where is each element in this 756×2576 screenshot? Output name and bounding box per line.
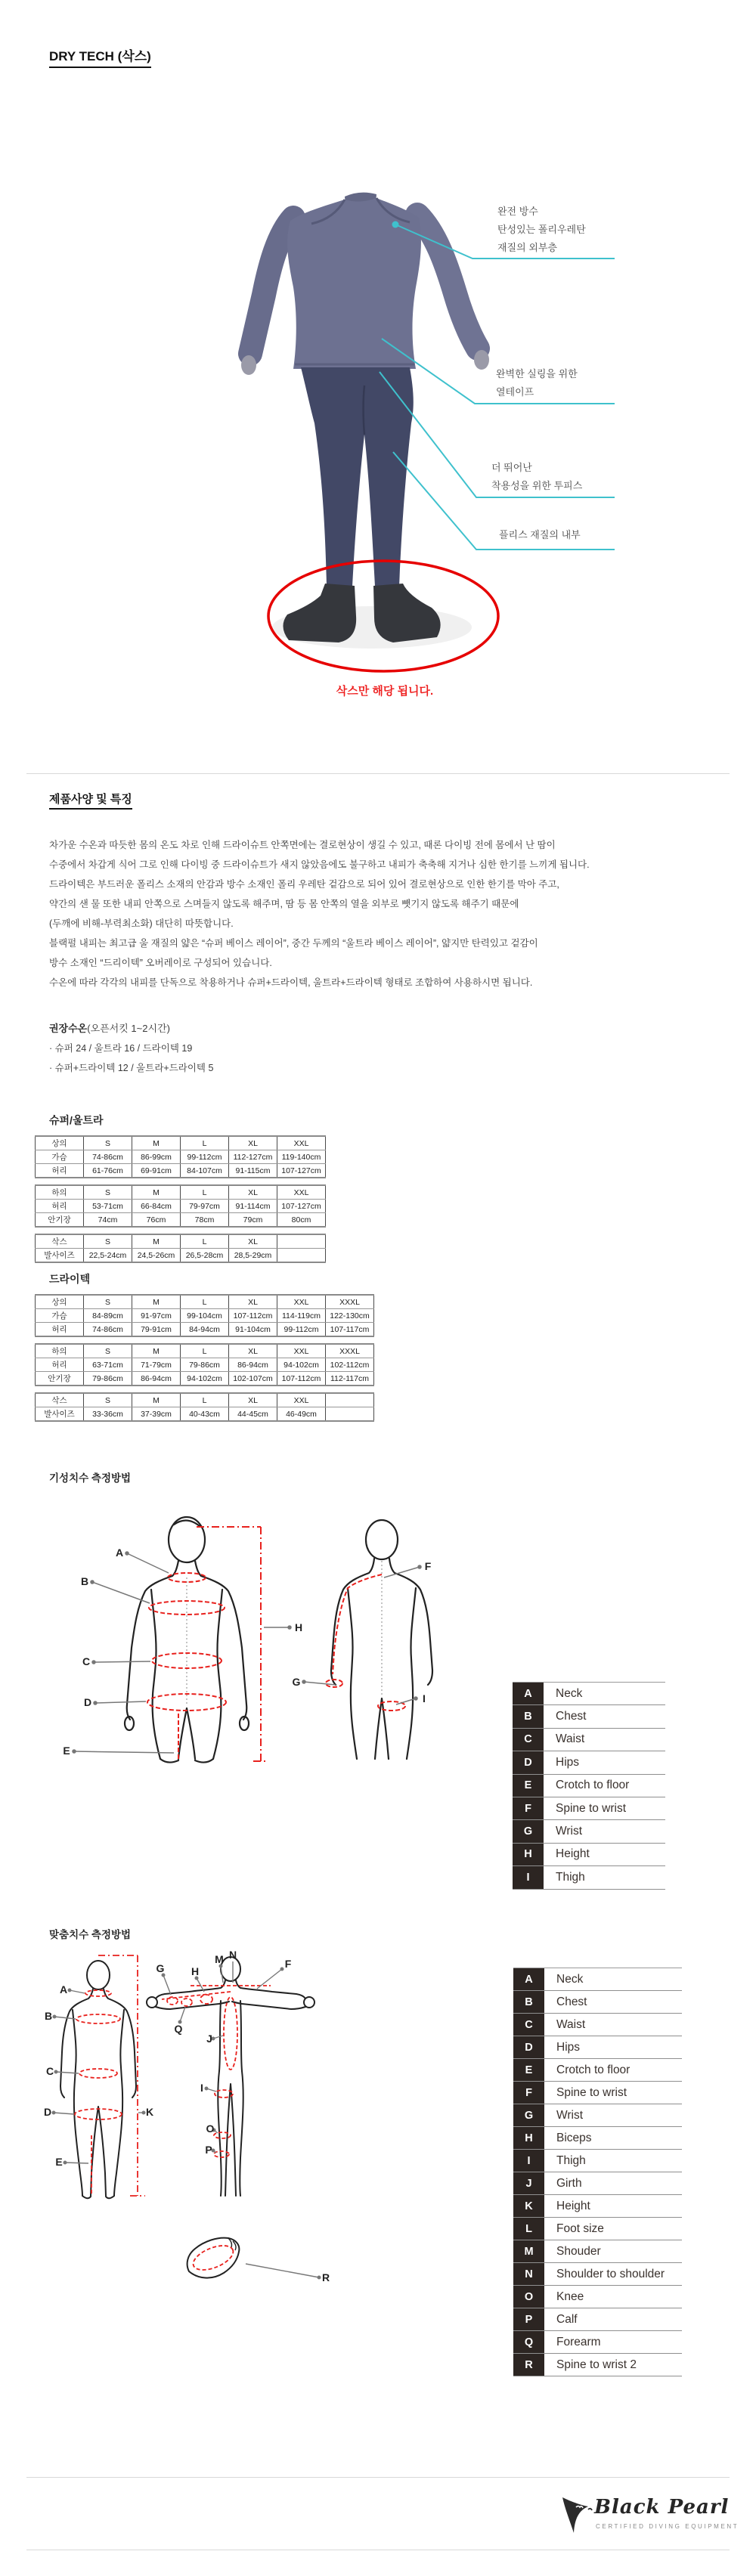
measure-key: D (513, 2036, 544, 2058)
size-cell (326, 1407, 374, 1422)
size-cell: 94-102cm (181, 1372, 229, 1386)
callout-text-two-piece (491, 459, 582, 495)
measure-key: A (513, 1968, 544, 1990)
diagram-letter: H (191, 1965, 200, 1977)
measure-label: Thigh (544, 1866, 665, 1888)
diagram-letter: C (82, 1655, 91, 1667)
size-col-header: 삭스 (36, 1393, 84, 1407)
measure-label: Height (544, 1844, 665, 1865)
diagram-letter: B (44, 2010, 53, 2022)
measure-table-row (513, 1991, 682, 2014)
diagram-letter: I (423, 1692, 426, 1704)
measure-table-row (513, 2150, 682, 2172)
callout-line-text: 더 뛰어난 (491, 462, 532, 473)
measure-label: Thigh (544, 2150, 682, 2172)
size-row-label: 안기장 (36, 1213, 84, 1228)
ready-measure-table (513, 1682, 665, 1890)
size-col-header: XXXL (326, 1344, 374, 1358)
measure-table-row (513, 1683, 665, 1705)
custom-front-marks (75, 1955, 145, 2196)
size-cell: 24,5-26cm (132, 1249, 181, 1263)
measure-key: K (513, 2195, 544, 2217)
measure-table-row (513, 2082, 682, 2104)
measure-table-row (513, 2014, 682, 2036)
size-cell: 99-104cm (181, 1309, 229, 1323)
size-row-label: 허리 (36, 1323, 84, 1337)
diagram-letter: N (228, 1949, 237, 1961)
measure-label: Calf (544, 2308, 682, 2330)
measure-key: G (513, 1820, 544, 1842)
callout-line-text: 완벽한 실링을 위한 (496, 368, 578, 379)
custom-measure-heading: 맞춤치수 측정방법 (49, 1929, 132, 1940)
size-row-label: 가슴 (36, 1150, 84, 1164)
size-cell: 119-140cm (277, 1150, 326, 1164)
spec-paragraph-line: 드라이텍은 부드러운 폴리스 소재의 안감과 방수 소재인 폴리 우레탄 겉감으로 되어 있어 결로현상으로 인한 한기를 막아 주고, (49, 879, 559, 890)
callout-text-fleece-inner (499, 526, 581, 544)
measure-key: I (513, 1866, 544, 1888)
size-cell: 86-94cm (132, 1372, 181, 1386)
size-cell: 63-71cm (84, 1358, 132, 1372)
size-cell: 79-86cm (84, 1372, 132, 1386)
measure-table-row (513, 1844, 665, 1866)
size-table-row (36, 1249, 326, 1263)
size-table-row (36, 1407, 374, 1422)
size-col-header: XL (229, 1393, 277, 1407)
size-table-header-row (36, 1344, 374, 1358)
size-col-header: 하의 (36, 1344, 84, 1358)
size-col-header (277, 1234, 326, 1249)
foot-sketch (187, 2238, 240, 2278)
measure-label: Wrist (544, 1820, 665, 1842)
measure-table-row (513, 2354, 682, 2376)
measure-key: C (513, 1729, 544, 1751)
size-col-header: M (132, 1234, 181, 1249)
size-cell: 84-94cm (181, 1323, 229, 1337)
size-col-header: L (181, 1136, 229, 1150)
size-cell: 107-112cm (229, 1309, 277, 1323)
size-col-header: XXL (277, 1393, 326, 1407)
size-table-block (35, 1184, 326, 1228)
spec-paragraph (49, 835, 737, 992)
size-cell: 99-112cm (277, 1323, 326, 1337)
size-row-label: 발사이즈 (36, 1407, 84, 1422)
callout-line-text: 착용성을 위한 투피스 (491, 480, 583, 491)
size-cell: 107-127cm (277, 1164, 326, 1178)
size-cell: 74-86cm (84, 1323, 132, 1337)
measure-label: Neck (544, 1683, 665, 1704)
callout-text-heat-tape (496, 365, 578, 401)
measure-table-row (513, 1866, 665, 1889)
size-cell: 33-36cm (84, 1407, 132, 1422)
measure-label: Foot size (544, 2218, 682, 2240)
size-row-label: 허리 (36, 1200, 84, 1213)
diagram-letter: G (292, 1676, 301, 1688)
size-col-header: XXL (277, 1185, 326, 1200)
diagram-letter: C (45, 2065, 54, 2077)
size-cell: 86-94cm (229, 1358, 277, 1372)
size-table-block (35, 1343, 374, 1386)
size-col-header: XXL (277, 1136, 326, 1150)
size-table-header-row (36, 1295, 374, 1309)
size-cell: 107-117cm (326, 1323, 374, 1337)
size-col-header: L (181, 1234, 229, 1249)
measure-label: Crotch to floor (544, 2059, 682, 2081)
custom-measure-diagram (30, 1946, 469, 2302)
measure-table-row (513, 2331, 682, 2354)
measure-table-row (513, 1705, 665, 1728)
height-line (197, 1527, 268, 1761)
size-table-row (36, 1372, 374, 1386)
size-row-label: 허리 (36, 1164, 84, 1178)
recommended-temp-item: · 슈퍼 24 / 울트라 16 / 드라이텍 19 (49, 1043, 193, 1054)
size-cell: 71-79cm (132, 1358, 181, 1372)
size-col-header: L (181, 1185, 229, 1200)
measure-table-row (513, 1729, 665, 1751)
size-cell: 80cm (277, 1213, 326, 1228)
diagram-letter: F (424, 1560, 432, 1572)
measure-key: Q (513, 2331, 544, 2353)
ready-measure-diagram (30, 1493, 469, 1780)
size-col-header: S (84, 1344, 132, 1358)
measure-label: Waist (544, 2014, 682, 2036)
recommended-temperature (49, 1019, 503, 1078)
measure-key: H (513, 2127, 544, 2149)
measure-label: Forearm (544, 2331, 682, 2353)
size-cell: 114-119cm (277, 1309, 326, 1323)
size-col-header: XXL (277, 1295, 326, 1309)
measure-key: D (513, 1751, 544, 1773)
ready-diagram-letters (63, 1547, 431, 1757)
measure-key: H (513, 1844, 544, 1865)
diagram-letter: G (156, 1962, 165, 1974)
measure-label: Height (544, 2195, 682, 2217)
size-table-super-ultra (35, 1135, 326, 1269)
measure-key: F (513, 1797, 544, 1819)
measure-key: R (513, 2354, 544, 2376)
measure-key: E (513, 2059, 544, 2081)
measure-label: Spine to wrist (544, 2082, 682, 2104)
spec-paragraph-line: 차가운 수온과 따듯한 몸의 온도 차로 인해 드라이슈트 안쪽면에는 결로현상이 생길 수 있고, 때론 다이빙 전에 몸에서 난 땀이 (49, 840, 556, 850)
callout-line-text: 열테이프 (496, 386, 534, 398)
measure-table-row (513, 2172, 682, 2195)
diagram-letter: J (206, 2033, 212, 2045)
measure-key: J (513, 2172, 544, 2194)
recommended-temp-title-bold: 권장수온 (49, 1023, 88, 1034)
measure-label: Waist (544, 1729, 665, 1751)
size-cell: 28,5-29cm (229, 1249, 277, 1263)
diagram-letter: R (321, 2271, 330, 2283)
size-table-row (36, 1358, 374, 1372)
size-cell: 46-49cm (277, 1407, 326, 1422)
table-title-super-ultra: 슈퍼/울트라 (49, 1114, 104, 1126)
size-cell: 102-107cm (229, 1372, 277, 1386)
page-title: DRY TECH (삭스) (49, 45, 151, 68)
measure-table-row (513, 2195, 682, 2218)
size-cell: 40-43cm (181, 1407, 229, 1422)
size-cell: 53-71cm (84, 1200, 132, 1213)
diagram-letter: Q (174, 2023, 183, 2035)
measure-table-row (513, 2036, 682, 2059)
size-cell: 91-115cm (229, 1164, 277, 1178)
size-col-header: S (84, 1295, 132, 1309)
size-col-header: S (84, 1136, 132, 1150)
measure-key: A (513, 1683, 544, 1704)
measure-key: B (513, 1705, 544, 1727)
size-cell: 102-112cm (326, 1358, 374, 1372)
measure-key: L (513, 2218, 544, 2240)
back-measure-marks (326, 1574, 405, 1711)
size-cell: 122-130cm (326, 1309, 374, 1323)
size-cell: 112-117cm (326, 1372, 374, 1386)
socks-only-note: 삭스만 해당 됩니다. (336, 685, 434, 698)
back-figure-outline (331, 1520, 432, 1759)
size-cell: 26,5-28cm (181, 1249, 229, 1263)
measure-key: C (513, 2014, 544, 2036)
measure-table-row (513, 2059, 682, 2082)
size-col-header: M (132, 1393, 181, 1407)
size-table-row (36, 1309, 374, 1323)
black-pearl-sail-icon (561, 2496, 593, 2535)
size-col-header: XXL (277, 1344, 326, 1358)
size-col-header: M (132, 1295, 181, 1309)
measure-table-row (513, 1968, 682, 1991)
measure-label: Spine to wrist 2 (544, 2354, 682, 2376)
diagram-letter: F (284, 1958, 292, 1970)
measure-key: M (513, 2240, 544, 2262)
recommended-temp-title-rest: (오픈서킷 1~2시간) (87, 1023, 170, 1034)
size-table-row (36, 1213, 326, 1228)
measure-label: Girth (544, 2172, 682, 2194)
diagram-letter: D (83, 1696, 92, 1708)
size-cell: 74cm (84, 1213, 132, 1228)
callout-line-text: 플리스 재질의 내부 (499, 529, 581, 540)
size-table-block (35, 1294, 374, 1337)
diagram-letter: D (43, 2106, 52, 2118)
size-table-header-row (36, 1234, 326, 1249)
measure-table-row (513, 1797, 665, 1820)
size-col-header: XL (229, 1136, 277, 1150)
size-cell: 61-76cm (84, 1164, 132, 1178)
measure-table-row (513, 2218, 682, 2240)
recommended-temp-items (49, 1039, 503, 1078)
divider (26, 773, 730, 774)
spec-section-heading: 제품사양 및 특징 (49, 791, 132, 810)
diagram-letter: O (206, 2122, 215, 2135)
size-cell: 112-127cm (229, 1150, 277, 1164)
size-col-header: XL (229, 1295, 277, 1309)
size-col-header: M (132, 1136, 181, 1150)
table-title-drytech: 드라이텍 (49, 1273, 91, 1285)
measure-label: Chest (544, 1991, 682, 2013)
size-col-header: 하의 (36, 1185, 84, 1200)
diagram-letter: K (145, 2106, 154, 2118)
measure-label: Hips (544, 1751, 665, 1773)
measure-label: Shoulder to shoulder (544, 2263, 682, 2285)
diagram-letter: E (63, 1745, 70, 1757)
measure-table-row (513, 1751, 665, 1774)
callout-line-text: 탄성있는 폴리우레탄 (497, 224, 586, 235)
measure-key: I (513, 2150, 544, 2172)
size-table-block (35, 1135, 326, 1178)
size-cell: 37-39cm (132, 1407, 181, 1422)
spec-paragraph-line: 방수 소재인 “드리이텍” 오버레이로 구성되어 있습니다. (49, 958, 272, 968)
measure-label: Spine to wrist (544, 1797, 665, 1819)
diagram-letter: M (215, 1953, 224, 1965)
measure-label: Neck (544, 1968, 682, 1990)
measure-key: G (513, 2104, 544, 2126)
recommended-temp-title (49, 1019, 503, 1039)
size-cell: 107-127cm (277, 1200, 326, 1213)
size-col-header: S (84, 1393, 132, 1407)
custom-tpose-outline (147, 1957, 314, 2196)
size-col-header: 삭스 (36, 1234, 84, 1249)
brand-tagline: CERTIFIED DIVING EQUIPMENT (596, 2523, 739, 2530)
size-table-row (36, 1200, 326, 1213)
callout-text-outer-layer (497, 203, 586, 257)
size-row-label: 안기장 (36, 1372, 84, 1386)
size-table-row (36, 1164, 326, 1178)
measure-key: B (513, 1991, 544, 2013)
measure-label: Shouder (544, 2240, 682, 2262)
footer-divider-top (26, 2477, 730, 2478)
size-col-header: L (181, 1344, 229, 1358)
diagram-letter: E (55, 2156, 63, 2168)
size-col-header: XXXL (326, 1295, 374, 1309)
size-cell: 84-107cm (181, 1164, 229, 1178)
measure-table-row (513, 2308, 682, 2331)
measure-table-row (513, 1820, 665, 1843)
measure-table-row (513, 2127, 682, 2150)
size-col-header: XL (229, 1185, 277, 1200)
size-cell: 22,5-24cm (84, 1249, 132, 1263)
size-col-header: S (84, 1234, 132, 1249)
size-table-row (36, 1323, 374, 1337)
size-cell: 91-104cm (229, 1323, 277, 1337)
size-cell: 69-91cm (132, 1164, 181, 1178)
recommended-temp-item: · 슈퍼+드라이텍 12 / 울트라+드라이텍 5 (49, 1063, 214, 1073)
drysuit-top (241, 193, 489, 375)
measure-table-row (513, 2104, 682, 2127)
size-col-header: L (181, 1295, 229, 1309)
callout-line-text: 완전 방수 (497, 206, 538, 217)
size-cell: 94-102cm (277, 1358, 326, 1372)
front-figure-outline (125, 1517, 249, 1763)
measure-label: Crotch to floor (544, 1775, 665, 1797)
size-table-header-row (36, 1136, 326, 1150)
size-row-label: 허리 (36, 1358, 84, 1372)
brand-name: Black Pearl (594, 2496, 730, 2519)
measure-key: O (513, 2286, 544, 2308)
measure-table-row (513, 2240, 682, 2263)
ready-measure-heading: 기성치수 측정방법 (49, 1472, 132, 1484)
size-cell: 79-97cm (181, 1200, 229, 1213)
size-col-header: 상의 (36, 1295, 84, 1309)
size-cell: 66-84cm (132, 1200, 181, 1213)
measure-table-row (513, 2263, 682, 2286)
size-cell: 76cm (132, 1213, 181, 1228)
diagram-letter: B (80, 1575, 89, 1587)
measure-label: Hips (544, 2036, 682, 2058)
size-row-label: 발사이즈 (36, 1249, 84, 1263)
size-table-block (35, 1234, 326, 1263)
size-cell: 79-91cm (132, 1323, 181, 1337)
size-col-header: M (132, 1344, 181, 1358)
size-table-header-row (36, 1393, 374, 1407)
spec-paragraph-line: 블랙펄 내피는 최고급 울 재질의 얇은 “슈퍼 베이스 레이어”, 중간 두께의 “울트라 베이스 레이어”, 얇지만 탄력있고 겉감이 (49, 938, 538, 949)
size-col-header (326, 1393, 374, 1407)
size-col-header: XL (229, 1344, 277, 1358)
size-cell: 78cm (181, 1213, 229, 1228)
size-col-header: S (84, 1185, 132, 1200)
size-col-header: XL (229, 1234, 277, 1249)
measure-table-row (513, 1775, 665, 1797)
measure-key: N (513, 2263, 544, 2285)
spec-paragraph-line: 약간의 샌 물 또한 내피 안쪽으로 스며들지 않도록 해주며, 땀 등 몸 안쪽의 열을 외부로 뺏기지 않도록 해주기 때문에 (49, 899, 519, 909)
measure-key: E (513, 1775, 544, 1797)
measure-label: Biceps (544, 2127, 682, 2149)
size-table-drytech (35, 1294, 374, 1428)
diagram-letter: A (59, 1983, 68, 1995)
size-cell: 107-112cm (277, 1372, 326, 1386)
measure-key: F (513, 2082, 544, 2104)
measure-label: Chest (544, 1705, 665, 1727)
diagram-letter: H (294, 1621, 303, 1633)
diagram-letter: P (205, 2144, 212, 2156)
size-col-header: M (132, 1185, 181, 1200)
size-cell: 86-99cm (132, 1150, 181, 1164)
measure-label: Wrist (544, 2104, 682, 2126)
size-table-row (36, 1150, 326, 1164)
measure-label: Knee (544, 2286, 682, 2308)
size-row-label: 가슴 (36, 1309, 84, 1323)
measure-key: P (513, 2308, 544, 2330)
size-cell: 79-86cm (181, 1358, 229, 1372)
size-table-header-row (36, 1185, 326, 1200)
spec-paragraph-line: (두깨에 비해-부력최소화) 대단히 따뜻합니다. (49, 918, 234, 929)
size-col-header: L (181, 1393, 229, 1407)
custom-label-pointer-lines (52, 1961, 321, 2279)
spec-paragraph-line: 수온에 따라 각각의 내피를 단독으로 착용하거나 슈퍼+드라이텍, 울트라+드라이텍 형태로 조합하여 사용하시면 됩니다. (49, 977, 533, 988)
size-cell: 84-89cm (84, 1309, 132, 1323)
measure-table-row (513, 2286, 682, 2308)
diagram-letter: I (200, 2082, 203, 2094)
spec-paragraph-line: 수중에서 차갑게 식어 그로 인해 다이빙 중 드라이슈트가 새지 않았음에도 불구하고 내피가 축축해 지거나 심한 한기를 느끼게 됩니다. (49, 859, 590, 870)
size-cell: 91-97cm (132, 1309, 181, 1323)
size-table-block (35, 1392, 374, 1422)
size-cell: 91-114cm (229, 1200, 277, 1213)
size-cell: 74-86cm (84, 1150, 132, 1164)
size-col-header: 상의 (36, 1136, 84, 1150)
size-cell: 79cm (229, 1213, 277, 1228)
size-cell: 99-112cm (181, 1150, 229, 1164)
custom-measure-table (513, 1968, 682, 2376)
size-cell: 44-45cm (229, 1407, 277, 1422)
diagram-letter: A (115, 1547, 124, 1559)
size-cell (277, 1249, 326, 1263)
drysuit-pants (301, 367, 414, 587)
callout-line-text: 재질의 외부층 (497, 242, 557, 253)
